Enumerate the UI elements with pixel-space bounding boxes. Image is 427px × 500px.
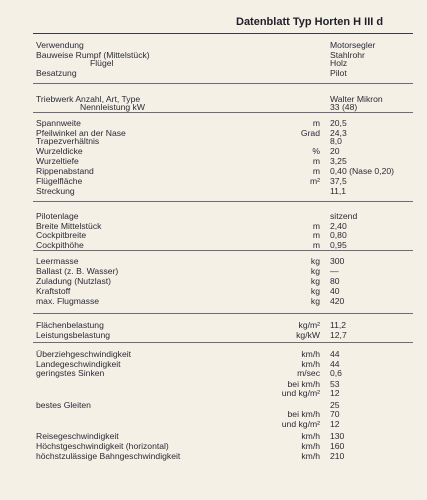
- spec-label: Pfeilwinkel an der Nase: [36, 128, 126, 138]
- spec-row: [0, 276, 427, 286]
- spec-row: [0, 40, 427, 50]
- spec-label: Breite Mittelstück: [36, 221, 102, 231]
- section-divider: [33, 112, 413, 113]
- spec-label: bestes Gleiten: [36, 400, 91, 410]
- spec-value: 420: [330, 296, 345, 306]
- spec-value: 25: [330, 400, 340, 410]
- spec-value: 20,5: [330, 118, 347, 128]
- section-divider: [33, 83, 413, 84]
- spec-unit: %: [312, 146, 320, 156]
- spec-value: 8,0: [330, 136, 342, 146]
- spec-label: Leermasse: [36, 256, 79, 266]
- spec-unit: bei km/h: [287, 409, 320, 419]
- spec-value: 0,95: [330, 240, 347, 250]
- spec-unit: kg/m²: [298, 320, 320, 330]
- spec-value: 12: [330, 419, 340, 429]
- spec-row: [0, 186, 427, 196]
- spec-row: [0, 58, 427, 68]
- spec-value: 210: [330, 451, 345, 461]
- spec-unit: und kg/m²: [281, 388, 320, 398]
- spec-unit: kg: [310, 296, 320, 306]
- title-divider: [33, 33, 413, 34]
- spec-row: [0, 296, 427, 306]
- spec-label: Nennleistung kW: [80, 102, 145, 112]
- spec-row: [0, 68, 427, 78]
- spec-row: [0, 286, 427, 296]
- spec-value: 300: [330, 256, 345, 266]
- spec-label: Wurzeldicke: [36, 146, 83, 156]
- spec-label: Pilotenlage: [36, 211, 79, 221]
- spec-row: [0, 166, 427, 176]
- spec-label: Besatzung: [36, 68, 77, 78]
- spec-label: Zuladung (Nutzlast): [36, 276, 111, 286]
- spec-label: Flügelfläche: [36, 176, 83, 186]
- spec-row: [0, 156, 427, 166]
- spec-row: [0, 349, 427, 359]
- spec-value: 80: [330, 276, 340, 286]
- spec-row: [0, 368, 427, 378]
- spec-row: [0, 240, 427, 250]
- spec-label: Trapezverhältnis: [36, 136, 100, 146]
- spec-value: 11,2: [330, 320, 347, 330]
- spec-label: Leistungsbelastung: [36, 330, 111, 340]
- spec-value: 24,3: [330, 128, 347, 138]
- spec-unit: Grad: [300, 128, 320, 138]
- spec-value: 20: [330, 146, 340, 156]
- spec-label: Flächenbelastung: [36, 320, 104, 330]
- spec-unit: kg/kW: [296, 330, 320, 340]
- spec-unit: km/h: [301, 451, 320, 461]
- spec-unit: bei km/h: [287, 379, 320, 389]
- spec-label: Überziehgeschwindigkeit: [36, 349, 132, 359]
- spec-row: [0, 211, 427, 221]
- spec-label: Triebwerk Anzahl, Art, Type: [36, 94, 141, 104]
- spec-unit: km/h: [301, 349, 320, 359]
- spec-value: 160: [330, 441, 345, 451]
- spec-value: 2,40: [330, 221, 347, 231]
- spec-row: [0, 136, 427, 146]
- spec-label: höchstzulässige Bahngeschwindigkeit: [36, 451, 181, 461]
- spec-unit: km/h: [301, 441, 320, 451]
- spec-label: geringstes Sinken: [36, 368, 105, 378]
- spec-value: 3,25: [330, 156, 347, 166]
- section-divider: [33, 313, 413, 314]
- spec-row: [0, 409, 427, 419]
- spec-row: [0, 146, 427, 156]
- spec-label: Flügel: [90, 58, 114, 68]
- section-divider: [33, 342, 413, 343]
- spec-unit: km/h: [301, 431, 320, 441]
- spec-unit: m: [312, 240, 320, 250]
- spec-value: 37,5: [330, 176, 347, 186]
- spec-value: 0,6: [330, 368, 342, 378]
- spec-row: [0, 102, 427, 112]
- spec-value: Walter Mikron: [330, 94, 383, 104]
- spec-label: Rippenabstand: [36, 166, 94, 176]
- section-divider: [33, 201, 413, 202]
- spec-value: Stahlrohr: [330, 50, 365, 60]
- spec-unit: kg: [310, 276, 320, 286]
- spec-value: 53: [330, 379, 340, 389]
- spec-row: [0, 451, 427, 461]
- spec-row: [0, 256, 427, 266]
- spec-unit: m: [312, 156, 320, 166]
- spec-label: Wurzeltiefe: [36, 156, 79, 166]
- spec-row: [0, 419, 427, 429]
- spec-unit: kg: [310, 256, 320, 266]
- spec-value: 12: [330, 388, 340, 398]
- spec-label: Streckung: [36, 186, 75, 196]
- spec-label: Höchstgeschwindigkeit (horizontal): [36, 441, 169, 451]
- spec-row: [0, 320, 427, 330]
- spec-value: 40: [330, 286, 340, 296]
- spec-value: 0,80: [330, 230, 347, 240]
- spec-value: sitzend: [330, 211, 358, 221]
- spec-row: [0, 388, 427, 398]
- spec-value: 44: [330, 349, 340, 359]
- spec-row: [0, 118, 427, 128]
- spec-value: 44: [330, 359, 340, 369]
- spec-value: Pilot: [330, 68, 347, 78]
- spec-label: Reisegeschwindigkeit: [36, 431, 119, 441]
- section-divider: [33, 250, 413, 251]
- spec-label: Verwendung: [36, 40, 84, 50]
- spec-label: Spannweite: [36, 118, 81, 128]
- spec-label: Bauweise Rumpf (Mittelstück): [36, 50, 150, 60]
- spec-value: 33 (48): [330, 102, 358, 112]
- spec-unit: m: [312, 166, 320, 176]
- spec-value: Motorsegler: [330, 40, 376, 50]
- spec-row: [0, 266, 427, 276]
- spec-label: max. Flugmasse: [36, 296, 100, 306]
- spec-unit: m: [312, 118, 320, 128]
- spec-row: [0, 441, 427, 451]
- spec-value: 70: [330, 409, 340, 419]
- spec-row: [0, 431, 427, 441]
- spec-value: 11,1: [330, 186, 347, 196]
- spec-label: Ballast (z. B. Wasser): [36, 266, 119, 276]
- spec-unit: m: [312, 221, 320, 231]
- spec-row: [0, 176, 427, 186]
- spec-unit: m: [312, 230, 320, 240]
- spec-unit: kg: [310, 286, 320, 296]
- spec-unit: kg: [310, 266, 320, 276]
- page-title: Datenblatt Typ Horten H III d: [236, 16, 384, 28]
- spec-label: Kraftstoff: [36, 286, 71, 296]
- spec-unit: und kg/m²: [281, 419, 320, 429]
- spec-label: Cockpithöhe: [36, 240, 84, 250]
- spec-value: 130: [330, 431, 345, 441]
- spec-unit: m²: [309, 176, 320, 186]
- spec-value: 12,7: [330, 330, 347, 340]
- spec-value: 0,40 (Nase 0,20): [330, 166, 395, 176]
- spec-label: Landegeschwindigkeit: [36, 359, 121, 369]
- spec-row: [0, 230, 427, 240]
- spec-label: Cockpitbreite: [36, 230, 87, 240]
- spec-unit: m/sec: [297, 368, 320, 378]
- spec-value: Holz: [330, 58, 348, 68]
- spec-unit: km/h: [301, 359, 320, 369]
- spec-value: —: [330, 266, 339, 276]
- spec-row: [0, 330, 427, 340]
